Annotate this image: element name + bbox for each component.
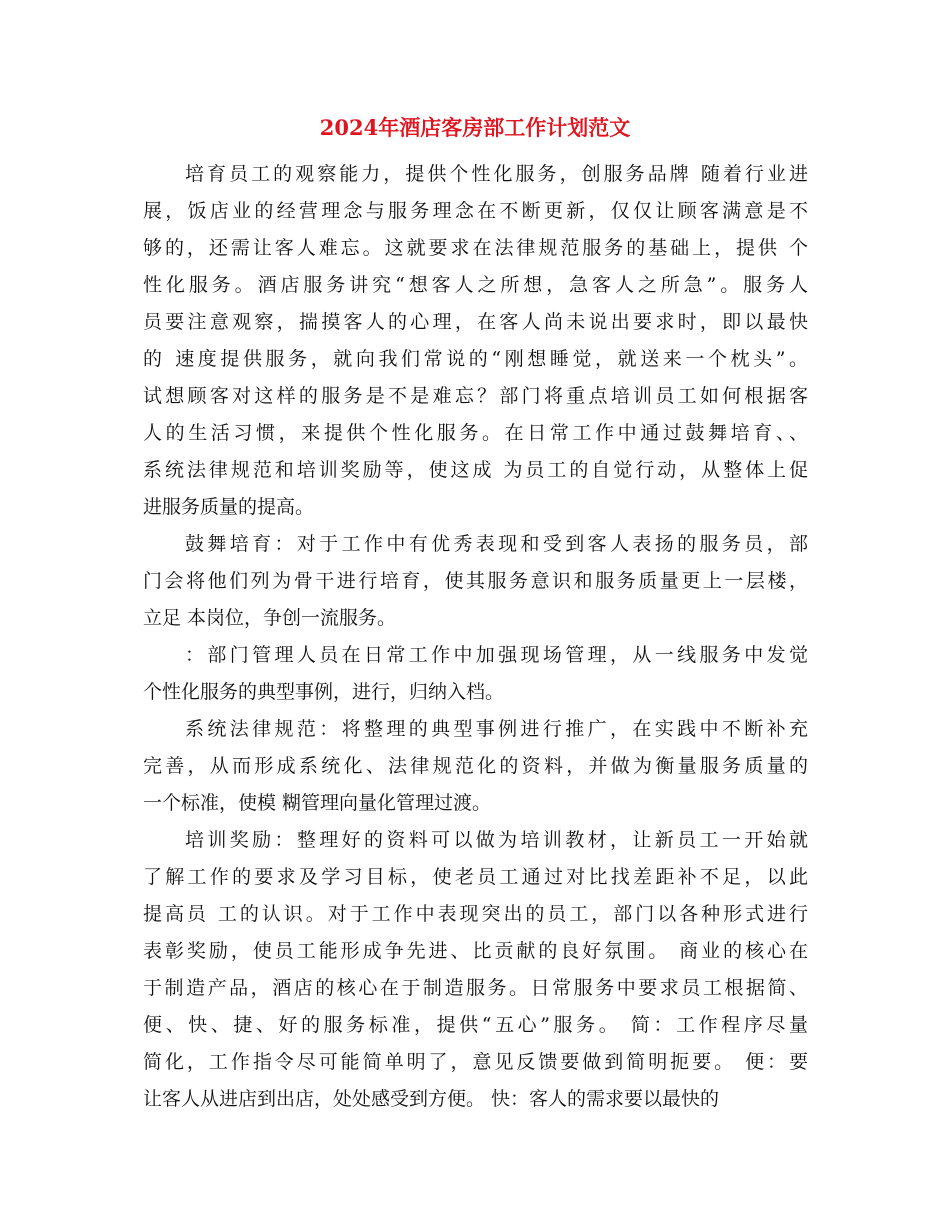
document-body <box>143 156 808 1118</box>
text-line: 了解工作的要求及学习目标，使老员工通过对比找差距补不足，以此 <box>143 866 808 888</box>
paragraph <box>143 711 808 822</box>
text-line: 个性化服务的典型事例，进行，归纳入档。 <box>143 681 505 703</box>
text-line: 门会将他们列为骨干进行培育，使其服务意识和服务质量更上一层楼， <box>143 570 808 592</box>
text-line: 让客人从进店到出店，处处感受到方便。 快：客人的需求要以最快的 <box>143 1088 720 1110</box>
paragraph <box>143 156 808 526</box>
text-line: 系统法律规范：将整理的典型事例进行推广，在实践中不断补充 <box>185 718 808 740</box>
text-line: 培训奖励：整理好的资料可以做为培训教材，让新员工一开始就 <box>185 829 808 851</box>
text-line: 试想顾客对这样的服务是不是难忘？部门将重点培训员工如何根据客 <box>143 385 808 407</box>
document-title: 2024年酒店客房部工作计划范文 <box>319 115 631 140</box>
text-line: 展，饭店业的经营理念与服务理念在不断更新，仅仅让顾客满意是不 <box>143 200 808 222</box>
text-line: 于制造产品，酒店的核心在于制造服务。日常服务中要求员工根据简、 <box>143 977 808 999</box>
paragraph <box>143 526 808 637</box>
text-line: 提高员 工的认识。对于工作中表现突出的员工，部门以各种形式进行 <box>143 903 808 925</box>
text-line: 鼓舞培育：对于工作中有优秀表现和受到客人表扬的服务员，部 <box>185 533 808 555</box>
text-line: 进服务质量的提高。 <box>143 496 315 518</box>
text-line: 系统法律规范和培训奖励等，使这成 为员工的自觉行动，从整体上促 <box>143 459 808 481</box>
text-line: 性化服务。酒店服务讲究“想客人之所想，急客人之所急”。服务人 <box>143 274 808 296</box>
text-line: 培育员工的观察能力，提供个性化服务，创服务品牌 随着行业进 <box>185 163 808 185</box>
text-line: 表彰奖励，使员工能形成争先进、比贡献的良好氛围。 商业的核心在 <box>143 940 808 962</box>
text-line: 一个标准，使模 糊管理向量化管理过渡。 <box>143 792 492 814</box>
paragraph <box>143 822 808 1118</box>
text-line: 立足 本岗位，争创一流服务。 <box>143 607 397 629</box>
text-line: 员要注意观察，揣摸客人的心理，在客人尚未说出要求时，即以最快 <box>143 311 808 333</box>
paragraph <box>143 637 808 711</box>
text-line: 够的，还需让客人难忘。这就要求在法律规范服务的基础上，提供 个 <box>143 237 808 259</box>
text-line: 人的生活习惯，来提供个性化服务。在日常工作中通过鼓舞培育、、 <box>143 422 808 444</box>
text-line: 便、快、捷、好的服务标准，提供“五心”服务。 简：工作程序尽量 <box>143 1014 808 1036</box>
text-line: 完善，从而形成系统化、法律规范化的资料，并做为衡量服务质量的 <box>143 755 808 777</box>
text-line: ：部门管理人员在日常工作中加强现场管理，从一线服务中发觉 <box>185 644 808 666</box>
text-line: 简化，工作指令尽可能简单明了，意见反馈要做到简明扼要。 便：要 <box>143 1051 808 1073</box>
text-line: 的 速度提供服务，就向我们常说的“刚想睡觉，就送来一个枕头”。 <box>143 348 808 370</box>
